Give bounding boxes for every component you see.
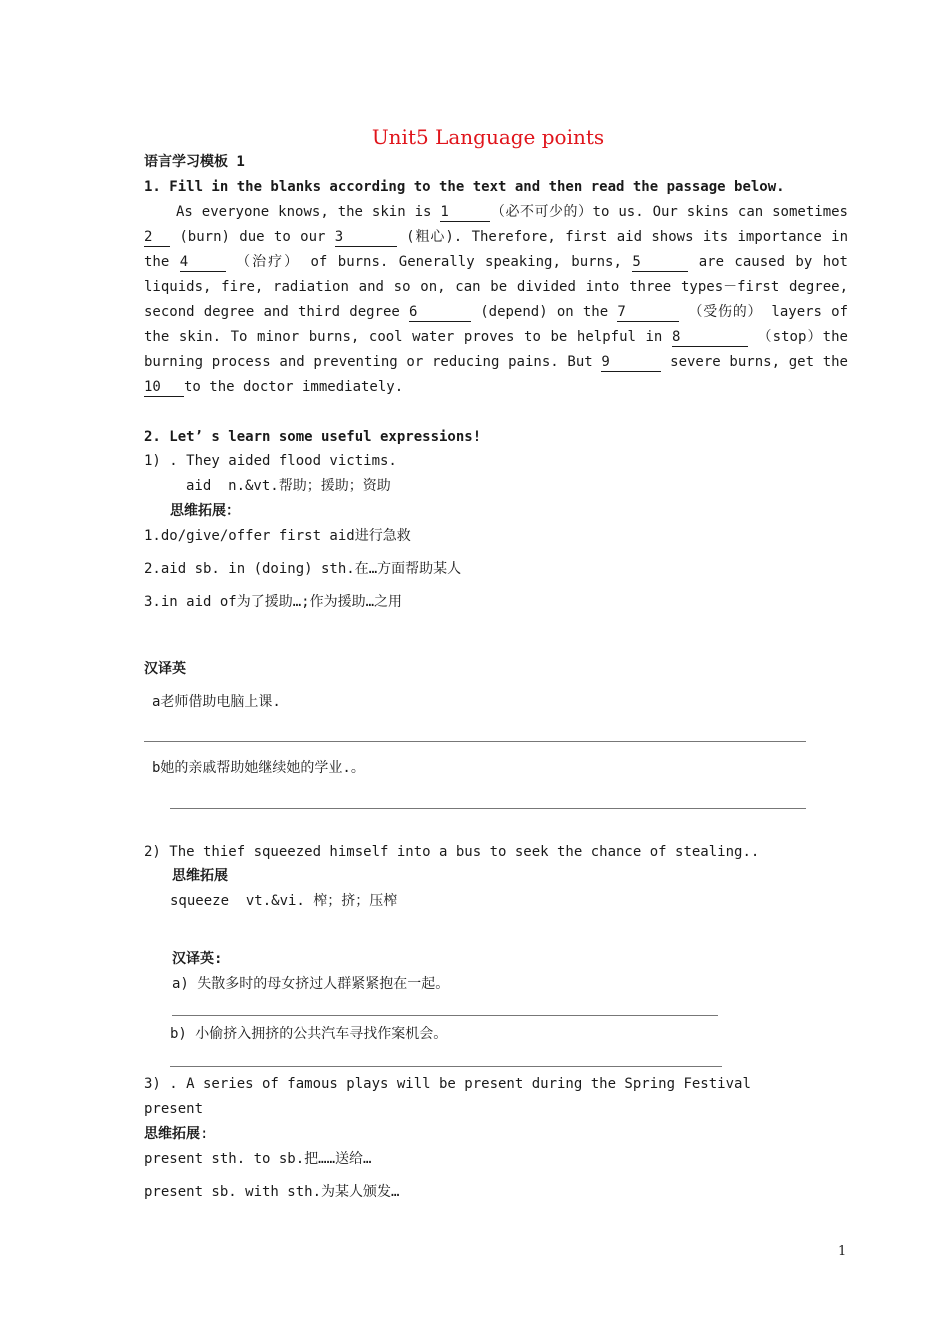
translate-question-b: b她的亲戚帮助她继续她的学业.。 bbox=[152, 760, 365, 776]
passage-line-8 bbox=[144, 377, 403, 397]
answer-line bbox=[144, 741, 806, 742]
passage-line-6 bbox=[144, 327, 848, 347]
expression3-expand-heading bbox=[144, 1124, 208, 1144]
expand-label: 思维拓展 bbox=[144, 1126, 200, 1142]
passage-text: As everyone knows, the skin is bbox=[176, 204, 432, 220]
answer-line bbox=[170, 1066, 722, 1067]
expression3-item: present sth. to sb.把……送给… bbox=[144, 1151, 372, 1167]
blank-9: 9 bbox=[601, 354, 661, 372]
blank-8: 8 bbox=[672, 329, 748, 347]
translate-question-a: a) 失散多时的母女挤过人群紧紧抱在一起。 bbox=[172, 976, 450, 992]
expression1-word: aid n.&vt.帮助；援助；资助 bbox=[186, 478, 391, 494]
passage-line-7 bbox=[144, 352, 848, 372]
expand-colon: : bbox=[200, 1126, 209, 1142]
page-number: 1 bbox=[838, 1244, 847, 1259]
passage-line-1 bbox=[144, 202, 848, 222]
expression2-sentence: 2) The thief squeezed himself into a bus to seek the chance of stealing.. bbox=[144, 844, 760, 860]
answer-line bbox=[172, 1015, 718, 1016]
passage-text: (粗心). Therefore, first aid shows its importance in bbox=[406, 229, 848, 245]
blank-3: 3 bbox=[335, 229, 397, 247]
passage-text: （必不可少的）to us. Our skins can sometimes bbox=[490, 204, 848, 220]
translate-question-b: b) 小偷挤入拥挤的公共汽车寻找作案机会。 bbox=[170, 1026, 448, 1042]
passage-text: the bbox=[144, 254, 170, 270]
section2-heading: 2. Let’ s learn some useful expressions! bbox=[144, 429, 482, 445]
passage-text: (depend) on the bbox=[480, 304, 609, 320]
blank-4: 4 bbox=[180, 254, 226, 272]
section1-heading: 1. Fill in the blanks according to the text and then read the passage below. bbox=[144, 179, 785, 195]
passage-line-2 bbox=[144, 227, 848, 247]
expression3-sentence: 3) . A series of famous plays will be present during the Spring Festival bbox=[144, 1076, 751, 1092]
module-label: 语言学习模板 1 bbox=[144, 154, 245, 170]
expression1-expand-heading: 思维拓展： bbox=[170, 503, 240, 519]
passage-text: （受伤的） layers of bbox=[688, 304, 849, 320]
blank-1: 1 bbox=[440, 204, 490, 222]
expression1-sentence: 1) . They aided flood victims. bbox=[144, 453, 397, 469]
expression1-item: 3.in aid of为了援助…;作为援助…之用 bbox=[144, 594, 403, 610]
passage-text: burning process and preventing or reducing pains. But bbox=[144, 354, 593, 370]
expression1-item: 2.aid sb. in (doing) sth.在…方面帮助某人 bbox=[144, 561, 462, 577]
passage-line-4: liquids, fire, radiation and so on, can be divided into three types－first degree, bbox=[144, 279, 848, 295]
passage-text: (burn) due to our bbox=[179, 229, 326, 245]
translate-heading-2: 汉译英: bbox=[172, 951, 223, 967]
expression1-item: 1.do/give/offer first aid进行急救 bbox=[144, 528, 411, 544]
translate-question-a: a老师借助电脑上课. bbox=[152, 694, 281, 710]
expression3-word: present bbox=[144, 1101, 204, 1117]
blank-10: 10 bbox=[144, 379, 184, 397]
expression2-expand-heading: 思维拓展 bbox=[172, 868, 228, 884]
passage-text: the skin. To minor burns, cool water proves to be helpful in bbox=[144, 329, 663, 345]
blank-7: 7 bbox=[617, 304, 679, 322]
expression2-word: squeeze vt.&vi. 榨；挤；压榨 bbox=[170, 893, 398, 909]
blank-5: 5 bbox=[632, 254, 688, 272]
passage-text: severe burns, get the bbox=[670, 354, 848, 370]
page-title: Unit5 Language points bbox=[371, 125, 605, 149]
passage-line-5 bbox=[144, 302, 848, 322]
blank-2: 2 bbox=[144, 229, 170, 247]
expression3-item: present sb. with sth.为某人颁发… bbox=[144, 1184, 400, 1200]
passage-line-3 bbox=[144, 252, 848, 272]
translate-heading-1: 汉译英 bbox=[144, 661, 186, 677]
blank-6: 6 bbox=[409, 304, 471, 322]
answer-line bbox=[170, 808, 806, 809]
passage-text: second degree and third degree bbox=[144, 304, 400, 320]
passage-text: to the doctor immediately. bbox=[184, 379, 404, 395]
passage-text: （治疗） of burns. Generally speaking, burns, bbox=[236, 254, 622, 270]
passage-text: （stop）the bbox=[757, 329, 848, 345]
passage-text: are caused by hot bbox=[698, 254, 848, 270]
